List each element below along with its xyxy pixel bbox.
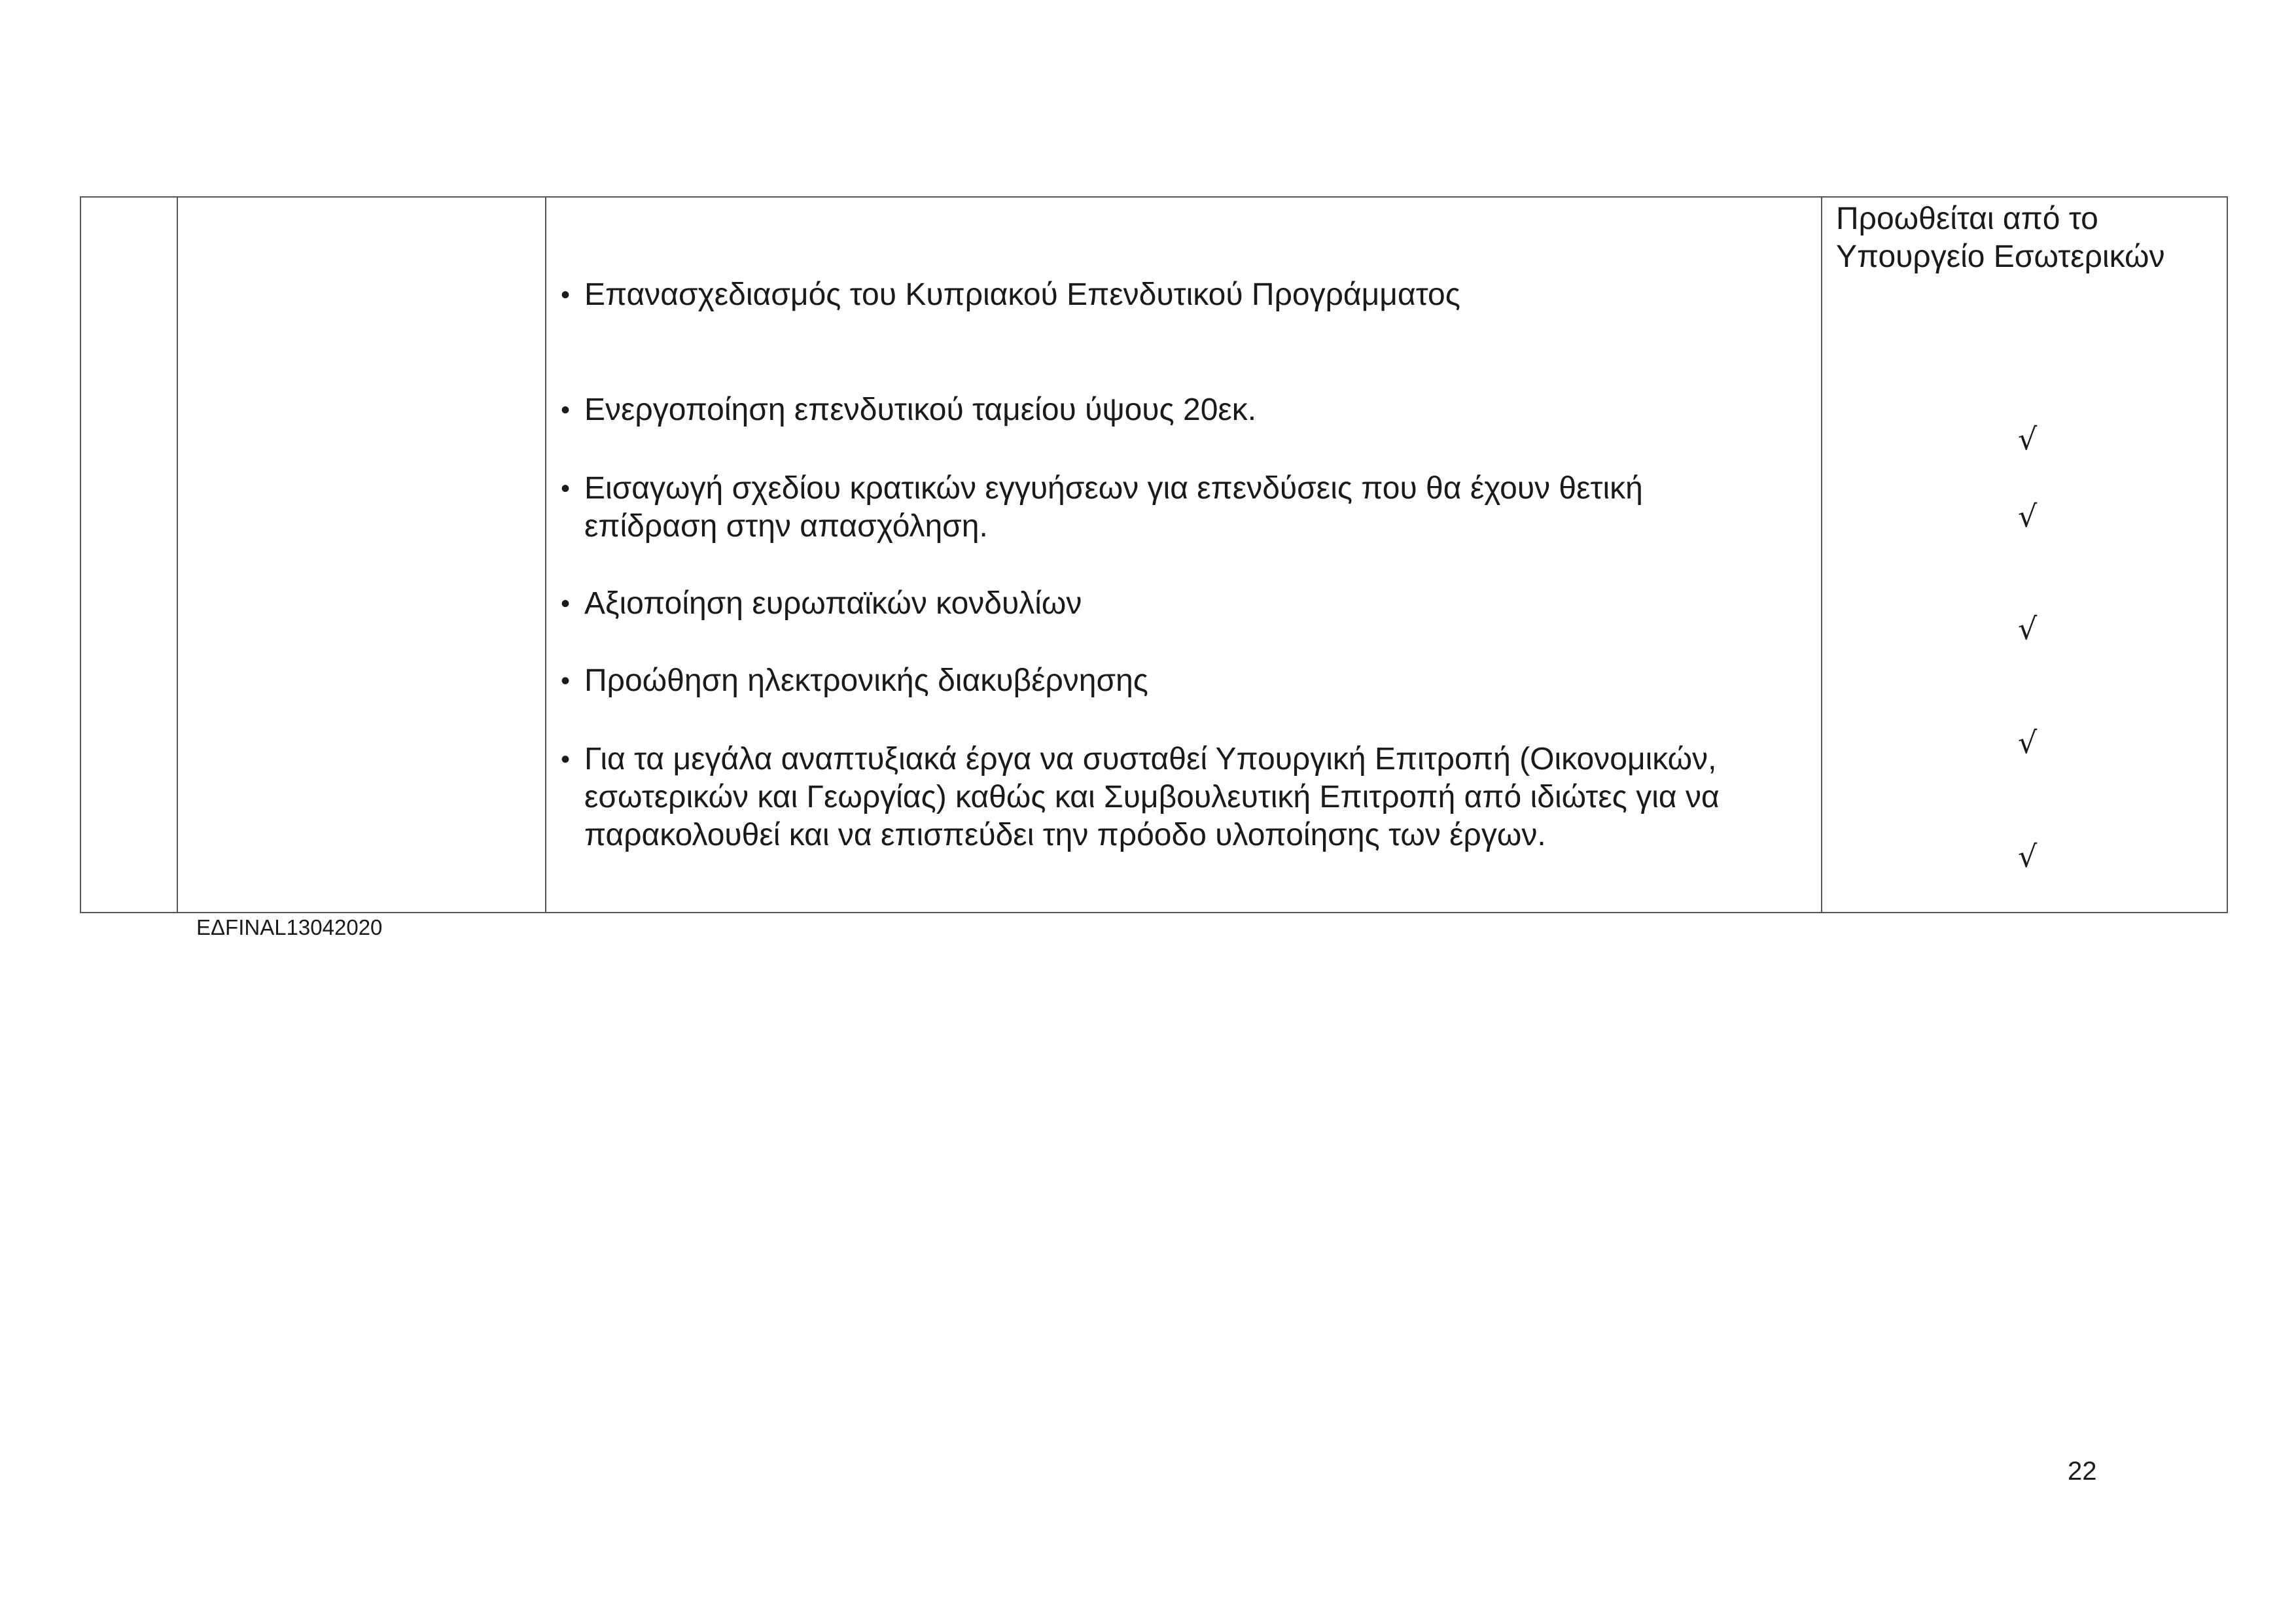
action-item-6-line-2: εσωτερικών και Γεωργίας) καθώς και Συμβουλευτική Επιτροπή από ιδιώτες για να [584, 780, 1720, 814]
action-item-1: Επανασχεδιασμός του Κυπριακού Επενδυτικού Προγράμματος [584, 277, 1460, 312]
column-divider-2 [545, 198, 546, 912]
action-item-3-line-2: επίδραση στην απασχόληση. [584, 509, 988, 544]
action-item-3-line-1: Εισαγωγή σχεδίου κρατικών εγγυήσεων για επενδύσεις που θα έχουν θετική [584, 471, 1643, 506]
bullet-icon: • [561, 667, 571, 695]
bullet-icon: • [561, 589, 571, 618]
column-divider-3 [1821, 198, 1822, 912]
action-item-2: Ενεργοποίηση επενδυτικού ταμείου ύψους 20εκ. [584, 393, 1257, 427]
bullet-icon: • [561, 474, 571, 503]
column-divider-1 [177, 198, 178, 912]
bullet-icon: • [561, 745, 571, 774]
action-item-6-line-1: Για τα μεγάλα αναπτυξιακά έργα να συσταθεί Υπουργική Επιτροπή (Οικονομικών, [584, 742, 1717, 777]
action-item-5: Προώθηση ηλεκτρονικής διακυβέρνησης [584, 663, 1148, 698]
check-mark-icon: √ [2018, 421, 2038, 457]
status-note-line-2: Υπουργείο Εσωτερικών [1836, 239, 2165, 274]
page-number: 22 [2068, 1457, 2097, 1486]
check-mark-icon: √ [2018, 611, 2038, 646]
action-item-6-line-3: παρακολουθεί και να επισπεύδει την πρόοδο υλοποίησης των έργων. [584, 818, 1546, 852]
action-item-4: Αξιοποίηση ευρωπαϊκών κονδυλίων [584, 586, 1082, 621]
bullet-icon: • [561, 281, 571, 309]
document-code: ΕΔFINAL13042020 [196, 915, 383, 939]
check-mark-icon: √ [2018, 725, 2038, 760]
status-note-line-1: Προωθείται από το [1836, 201, 2098, 236]
check-mark-icon: √ [2018, 498, 2038, 534]
check-mark-icon: √ [2018, 839, 2038, 874]
actions-table [80, 196, 2228, 913]
bullet-icon: • [561, 396, 571, 425]
